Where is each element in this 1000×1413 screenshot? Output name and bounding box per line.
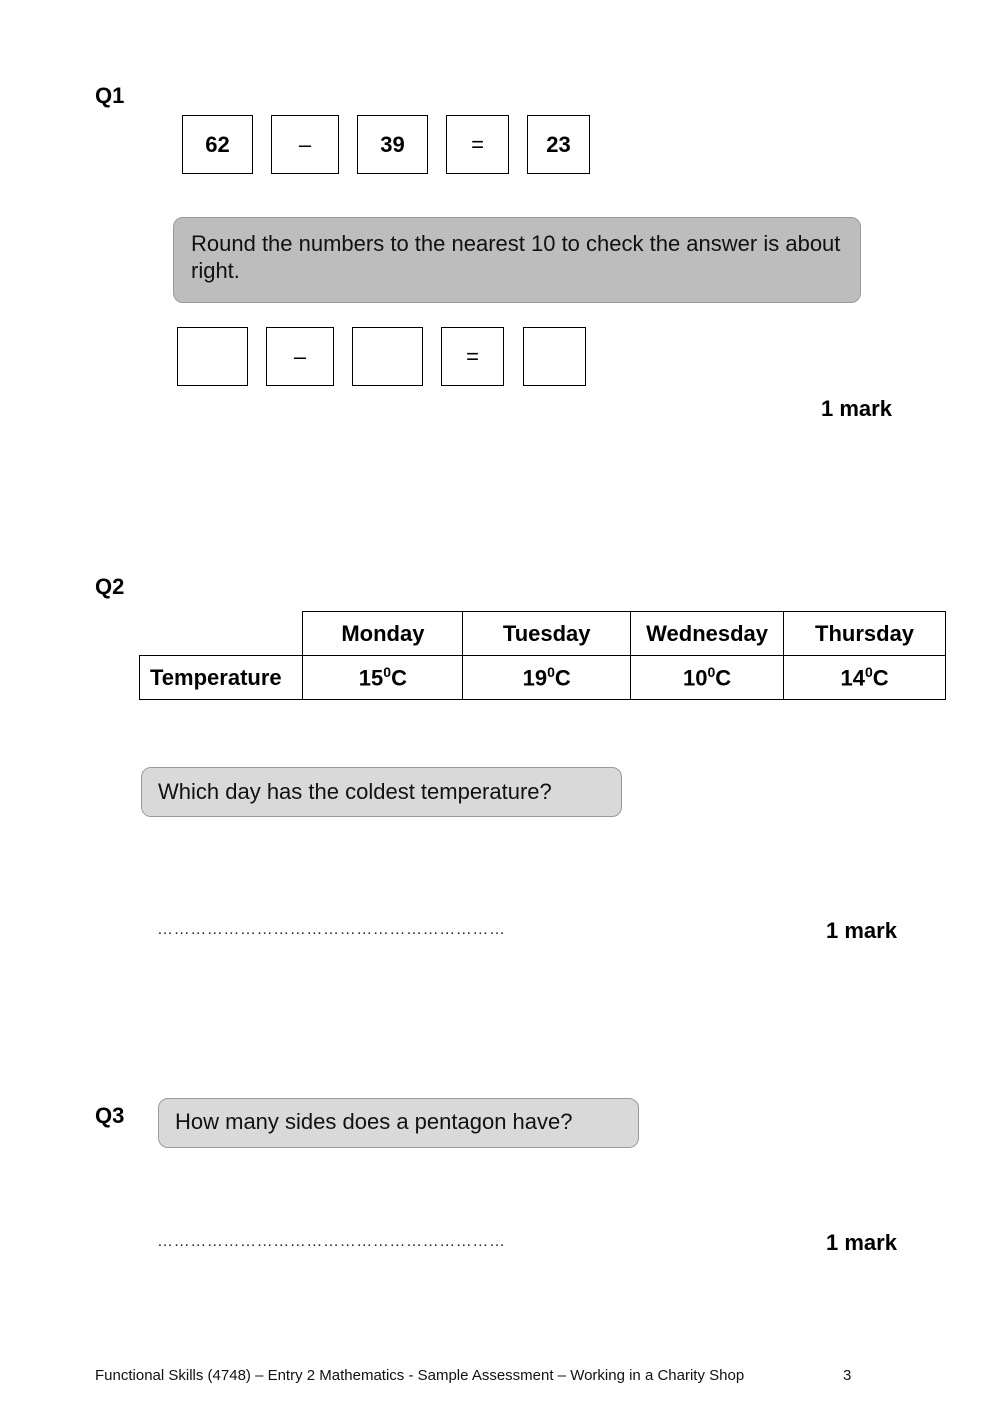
q2-mark: 1 mark: [826, 918, 897, 943]
header-wednesday: Wednesday: [631, 612, 784, 656]
table-corner: [140, 612, 303, 656]
q1-mark: 1 mark: [821, 396, 892, 421]
q3-answer-line[interactable]: ………………………………………………………: [157, 1233, 506, 1250]
row-label-temperature: Temperature: [140, 656, 303, 700]
footer-text: Functional Skills (4748) – Entry 2 Mathematics - Sample Assessment – Working in a Charity Shop: [95, 1367, 745, 1384]
temperature-table: [139, 611, 946, 700]
answer-box-equals: =: [441, 327, 504, 386]
equation-box-result: 23: [527, 115, 590, 174]
q2-label: Q2: [95, 574, 125, 599]
temp-tuesday: $19^0C$: [463, 656, 631, 700]
page-number: 3: [843, 1367, 852, 1384]
temp-wednesday: $10^0C$: [631, 656, 784, 700]
header-monday: Monday: [303, 612, 463, 656]
answer-box-1[interactable]: [177, 327, 248, 386]
temp-thursday: $14^0C$: [784, 656, 946, 700]
header-thursday: Thursday: [784, 612, 946, 656]
answer-box-result[interactable]: [523, 327, 586, 386]
equation-box-1: 62: [182, 115, 253, 174]
answer-box-2[interactable]: [352, 327, 423, 386]
q2-answer-line[interactable]: ………………………………………………………: [157, 921, 506, 938]
q1-instruction: Round the numbers to the nearest 10 to check the answer is about right.: [173, 217, 861, 303]
temp-monday: $15^0C$: [303, 656, 463, 700]
q2-question: Which day has the coldest temperature?: [141, 767, 622, 817]
q3-question: How many sides does a pentagon have?: [158, 1098, 639, 1148]
equation-box-2: 39: [357, 115, 428, 174]
equation-box-equals: =: [446, 115, 509, 174]
header-tuesday: Tuesday: [463, 612, 631, 656]
answer-box-operator: –: [266, 327, 334, 386]
equation-box-operator: –: [271, 115, 339, 174]
q3-mark: 1 mark: [826, 1230, 897, 1255]
q1-label: Q1: [95, 83, 125, 108]
q3-label: Q3: [95, 1103, 125, 1128]
